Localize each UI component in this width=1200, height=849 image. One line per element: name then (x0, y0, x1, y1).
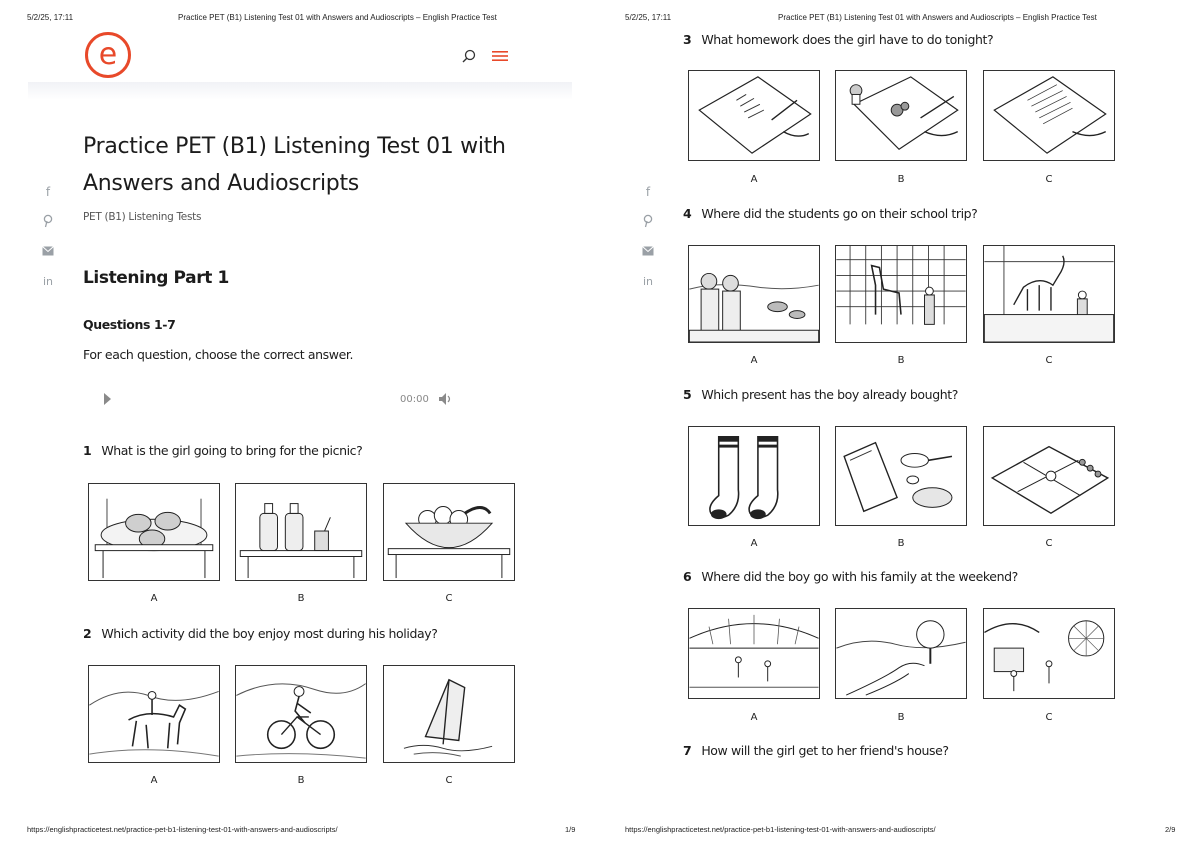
facebook-icon[interactable]: f (645, 185, 651, 199)
option-label: B (897, 174, 905, 185)
print-page-2 (600, 0, 1200, 849)
header-shadow (28, 82, 572, 100)
linkedin-icon[interactable]: in (42, 275, 54, 288)
option-label: B (897, 712, 905, 723)
logo-letter: e (98, 37, 118, 72)
picture-funfair (983, 608, 1115, 699)
picture-cycling (235, 665, 367, 763)
option-label: C (1045, 538, 1053, 549)
picture-socks (688, 426, 820, 526)
question-number: 1 (83, 443, 92, 458)
option-label: C (1045, 355, 1053, 366)
picture-fruit-bowl (383, 483, 515, 581)
question-number: 5 (683, 387, 692, 402)
picture-drinks (235, 483, 367, 581)
print-page-number: 1/9 (565, 825, 576, 834)
print-doc-title: Practice PET (B1) Listening Test 01 with Answers and Audioscripts – English Practice Test (778, 13, 1097, 22)
picture-cookbook (835, 426, 967, 526)
print-date: 5/2/25, 17:11 (625, 13, 672, 22)
option-label: C (445, 775, 453, 786)
questions-range: Questions 1-7 (83, 317, 176, 332)
picture-writing-homework (983, 70, 1115, 161)
print-url: https://englishpracticetest.net/practice-pet-b1-listening-test-01-with-answers-and-audioscripts/ (625, 825, 936, 834)
option-label: B (897, 355, 905, 366)
instruction-text: For each question, choose the correct answer. (83, 347, 354, 362)
post-category-link[interactable]: PET (B1) Listening Tests (83, 211, 202, 223)
option-label: A (750, 174, 758, 185)
question-4 (683, 206, 977, 221)
question-text: Which activity did the boy enjoy most during his holiday? (101, 626, 438, 641)
question-text: Where did the students go on their school trip? (701, 206, 978, 221)
option-label: B (897, 538, 905, 549)
audio-player (88, 386, 468, 412)
question-1 (83, 443, 362, 458)
picture-countryside (835, 608, 967, 699)
question-number: 2 (83, 626, 92, 641)
option-label: C (1045, 712, 1053, 723)
picture-zoo (835, 245, 967, 343)
pinterest-icon[interactable] (640, 214, 656, 230)
picture-drawing-homework (835, 70, 967, 161)
question-text: What is the girl going to bring for the picnic? (101, 443, 363, 458)
hamburger-menu-icon[interactable] (492, 48, 508, 62)
option-label: A (150, 593, 158, 604)
print-doc-title: Practice PET (B1) Listening Test 01 with Answers and Audioscripts – English Practice Test (178, 13, 497, 22)
option-label: B (297, 593, 305, 604)
option-label: A (750, 712, 758, 723)
option-label: B (297, 775, 305, 786)
question-text: What homework does the girl have to do tonight? (701, 32, 994, 47)
volume-icon[interactable] (438, 391, 452, 407)
email-icon[interactable] (640, 244, 656, 260)
question-number: 4 (683, 206, 692, 221)
facebook-icon[interactable]: f (45, 185, 51, 199)
picture-maths-homework (688, 70, 820, 161)
print-page-number: 2/9 (1165, 825, 1176, 834)
picture-windsurfing (383, 665, 515, 763)
picture-safari-park (688, 245, 820, 343)
option-label: A (750, 355, 758, 366)
question-text: Where did the boy go with his family at the weekend? (701, 569, 1018, 584)
linkedin-icon[interactable]: in (642, 275, 654, 288)
option-label: A (150, 775, 158, 786)
question-number: 6 (683, 569, 692, 584)
post-title-line-2: Answers and Audioscripts (83, 171, 359, 196)
option-label: C (445, 593, 453, 604)
option-label: C (1045, 174, 1053, 185)
picture-burgers (88, 483, 220, 581)
picture-sports-stadium (688, 608, 820, 699)
picture-chocolate-box (983, 426, 1115, 526)
post-title-line-1: Practice PET (B1) Listening Test 01 with (83, 134, 506, 159)
question-6 (683, 569, 1018, 584)
question-text: How will the girl get to her friend's house? (701, 743, 949, 758)
print-date: 5/2/25, 17:11 (27, 13, 74, 22)
email-icon[interactable] (40, 244, 56, 260)
play-icon[interactable] (104, 393, 111, 405)
option-label: A (750, 538, 758, 549)
site-logo[interactable] (84, 31, 132, 79)
audio-time: 00:00 (400, 394, 429, 405)
question-3 (683, 32, 993, 47)
search-icon[interactable] (462, 48, 476, 62)
print-url: https://englishpracticetest.net/practice-pet-b1-listening-test-01-with-answers-and-audioscripts/ (27, 825, 338, 834)
question-number: 3 (683, 32, 692, 47)
question-5 (683, 387, 958, 402)
picture-horse-riding (88, 665, 220, 763)
question-7 (683, 743, 949, 758)
post-title (83, 128, 543, 202)
question-text: Which present has the boy already bought? (701, 387, 958, 402)
question-2 (83, 626, 437, 641)
part-heading: Listening Part 1 (83, 268, 229, 288)
pinterest-icon[interactable] (40, 214, 56, 230)
picture-museum (983, 245, 1115, 343)
question-number: 7 (683, 743, 692, 758)
